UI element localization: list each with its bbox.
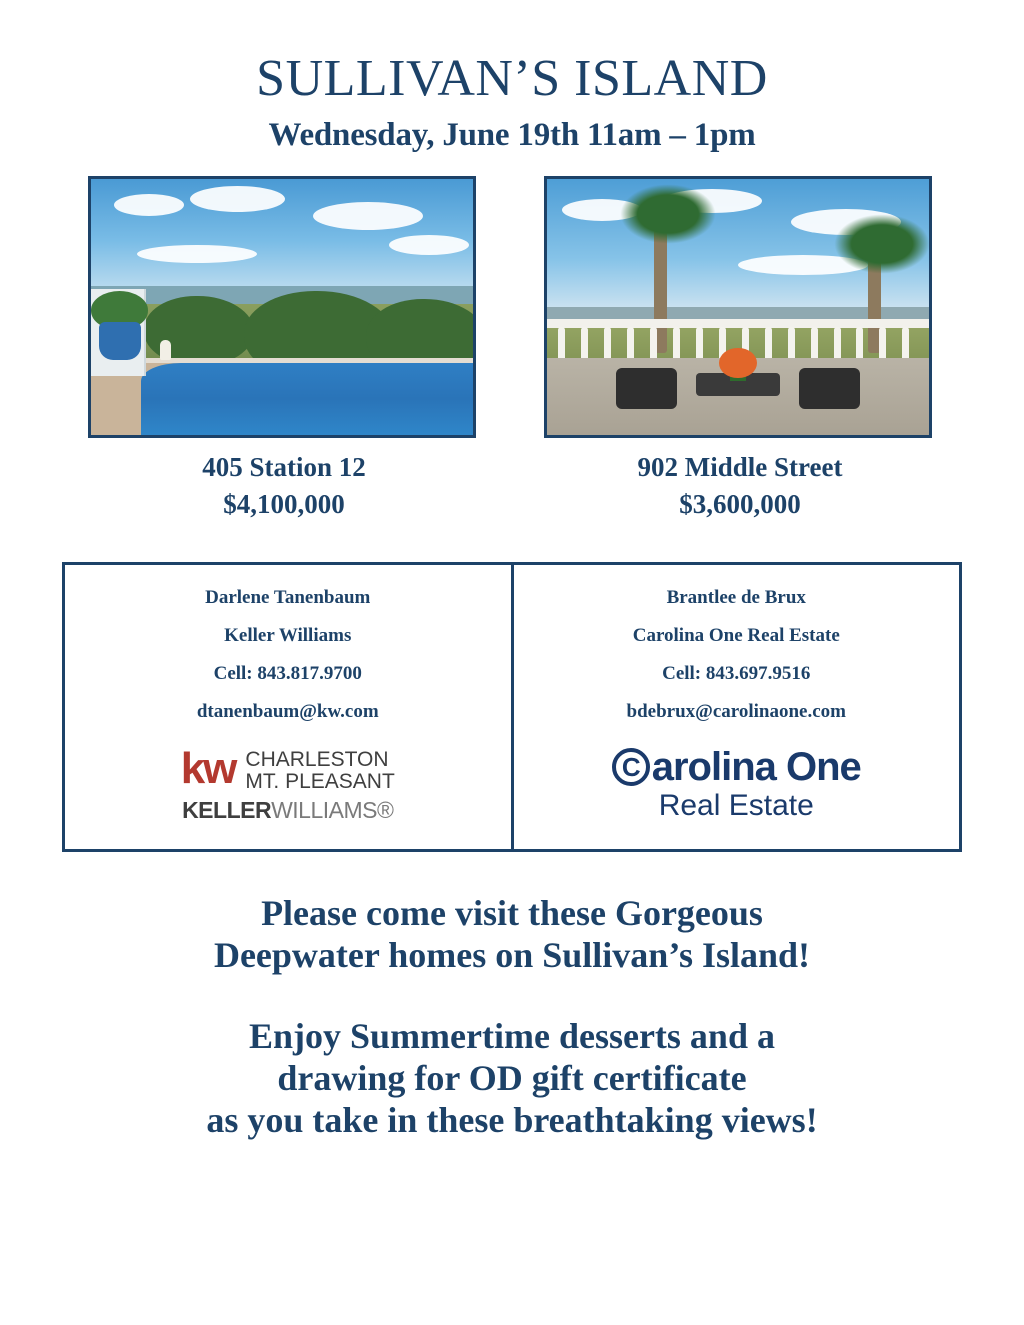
kw-city-line-1: CHARLESTON (245, 747, 389, 771)
listing-card (544, 176, 936, 520)
carolina-one-wordmark: arolina One (651, 744, 861, 789)
listing-photo-frame (544, 176, 932, 438)
blue-planter (99, 322, 141, 360)
cloud-icon (313, 202, 423, 230)
cloud-icon (114, 194, 184, 216)
kw-wordmark-williams: WILLIAMS (271, 796, 377, 823)
listing-photo-frame (88, 176, 476, 438)
pool-marsh-view-photo (91, 179, 473, 435)
kw-city-line-2: MT. PLEASANT (245, 769, 395, 793)
kw-wordmark-keller: KELLER (182, 796, 272, 823)
agent-email[interactable]: dtanenbaum@kw.com (196, 700, 379, 722)
agent-phone[interactable]: Cell: 843.817.9700 (213, 662, 362, 684)
listings-row (0, 176, 1024, 520)
swimming-pool (141, 363, 473, 435)
listing-address: 405 Station 12 (202, 451, 366, 482)
listing-card (88, 176, 480, 520)
agent-phone[interactable]: Cell: 843.697.9516 (662, 662, 811, 684)
agent-name: Brantlee de Brux (666, 586, 806, 608)
kw-text-block (245, 749, 394, 793)
agent-card-darlene-tanenbaum (65, 565, 514, 849)
patio-chair (616, 368, 677, 409)
agent-name: Darlene Tanenbaum (205, 586, 371, 608)
message-p1-line1: Please come visit these Gorgeous (261, 892, 763, 933)
kw-wordmark (65, 797, 511, 824)
listing-price: $4,100,000 (223, 488, 345, 519)
kw-registered-mark: ® (376, 796, 394, 823)
event-datetime: Wednesday, June 19th 11am – 1pm (268, 116, 756, 153)
message-p2-line1: Enjoy Summertime desserts and a (249, 1015, 775, 1056)
kw-monogram: kw (180, 743, 236, 793)
deck-palm-view-photo (547, 179, 929, 435)
agent-card-brantlee-de-brux (514, 565, 960, 849)
palm-fronds (834, 214, 930, 274)
flower-arrangement (719, 348, 757, 379)
carolina-one-top-line (514, 744, 960, 789)
message-p1-line2: Deepwater homes on Sullivan’s Island! (213, 935, 811, 976)
page-title: SULLIVAN’S ISLAND (256, 50, 768, 107)
garden-statue (160, 340, 171, 360)
keller-williams-logo (65, 743, 511, 793)
palm-fronds (620, 184, 716, 244)
cloud-icon (389, 235, 469, 255)
message-p2-line3: as you take in these breathtaking views! (206, 1100, 818, 1141)
message-paragraph-2 (0, 1015, 1024, 1142)
invitation-message (0, 892, 1024, 1142)
patio-chair (799, 368, 860, 409)
circle-c-icon: C (612, 748, 650, 786)
agents-box (62, 562, 962, 852)
listing-address: 902 Middle Street (637, 451, 843, 482)
listing-price: $3,600,000 (679, 488, 801, 519)
agent-company: Carolina One Real Estate (632, 624, 840, 646)
agent-email[interactable]: bdebrux@carolinaone.com (626, 700, 846, 722)
cloud-icon (137, 245, 257, 263)
carolina-one-logo (514, 744, 960, 823)
message-paragraph-1 (0, 892, 1024, 977)
agent-company: Keller Williams (224, 624, 352, 646)
message-p2-line2: drawing for OD gift certificate (277, 1058, 747, 1098)
carolina-one-subtitle: Real Estate (658, 788, 814, 822)
